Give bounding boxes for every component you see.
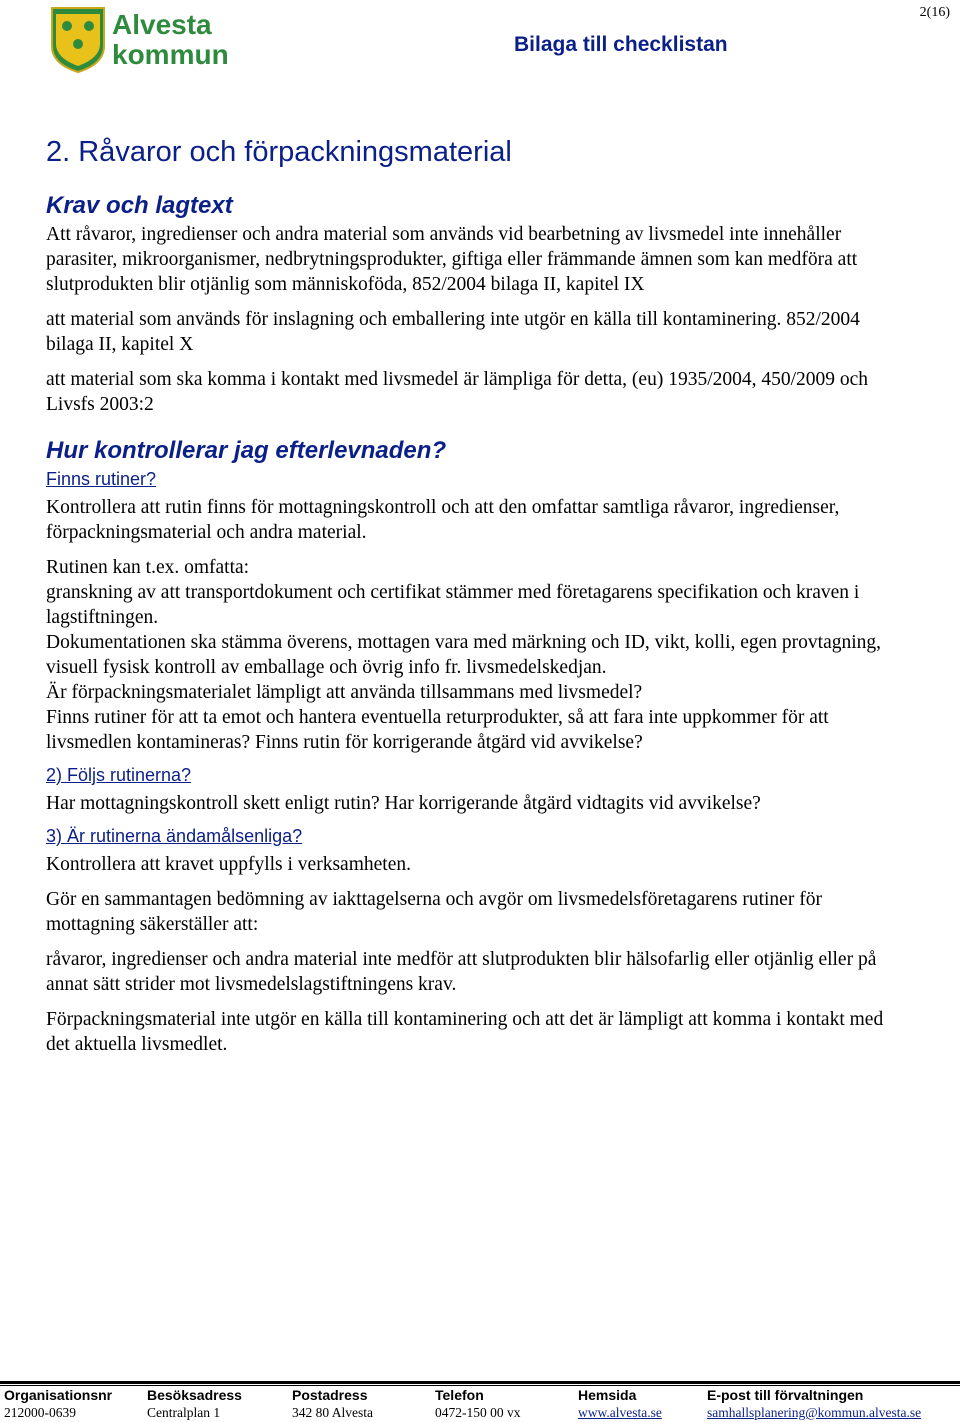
main-content (46, 132, 906, 1057)
footer-label: Hemsida (578, 1387, 637, 1403)
footer-label: E-post till förvaltningen (707, 1387, 864, 1403)
page-number: 2(16) (919, 5, 950, 20)
body-paragraph: Kontrollera att kravet uppfylls i verksamheten. (46, 854, 411, 875)
body-paragraph: Har mottagningskontroll skett enligt rutin? Har korrigerande åtgärd vidtagits vid avvikelse? (46, 793, 761, 814)
body-paragraph: Är förpackningsmaterialet lämpligt att använda tillsammans med livsmedel? (46, 682, 643, 703)
alvesta-kommun-logo (48, 6, 232, 76)
requirements-heading: Krav och lagtext (46, 192, 233, 219)
footer-value: 212000-0639 (4, 1405, 76, 1420)
footer-org-number (4, 1386, 112, 1421)
footer-divider (0, 1381, 960, 1384)
subheading-routines-exist: Finns rutiner? (46, 469, 157, 489)
footer-label: Organisationsnr (4, 1387, 113, 1403)
document-title: Bilaga till checklistan (514, 33, 728, 56)
footer-label: Postadress (292, 1387, 368, 1403)
body-paragraph: granskning av att transportdokument och certifikat stämmer med företagarens specifikation och kraven i lagstiftningen. (46, 582, 860, 628)
footer-postal-address (292, 1386, 373, 1421)
website-link[interactable]: www.alvesta.se (578, 1405, 662, 1420)
body-paragraph: Rutinen kan t.ex. omfatta: (46, 557, 250, 578)
body-paragraph: Dokumentationen ska stämma överens, mottagen vara med märkning och ID, vikt, kolli, egen provtagning, visuell fysisk kontroll av emballage och övrig info fr. livsmedelskedjan. (46, 632, 882, 678)
footer-email (707, 1386, 921, 1421)
body-paragraph: Kontrollera att rutin finns för mottagningskontroll och att den omfattar samtliga råvaror, ingredienser, förpackningsmaterial och andra material. (46, 497, 840, 543)
compliance-heading: Hur kontrollerar jag efterlevnaden? (46, 437, 447, 464)
footer-website (578, 1386, 662, 1421)
logo-text-kommun: kommun (112, 39, 229, 70)
requirement-paragraph: att material som ska komma i kontakt med livsmedel är lämpliga för detta, (eu) 1935/2004, 450/2009 och Livsfs 2003:2 (46, 369, 869, 415)
footer-value: 342 80 Alvesta (292, 1405, 373, 1420)
logo-text-alvesta: Alvesta (112, 9, 212, 40)
requirement-paragraph: Att råvaror, ingredienser och andra material som används vid bearbetning av livsmedel inte innehåller parasiter, mikroorganismer, nedbrytningsprodukter, giftiga eller främmande ämnen som kan medföra att slutprodukten blir otjänlig som människoföda, 852/2004 bilaga II, kapitel IX (46, 224, 858, 295)
body-paragraph: råvaror, ingredienser och andra material inte medför att slutprodukten blir hälsofarlig eller otjänlig eller på annat sätt strider mot livsmedelslagstiftningens krav. (46, 949, 877, 995)
email-link[interactable]: samhallsplanering@kommun.alvesta.se (707, 1405, 922, 1420)
footer-visiting-address (147, 1386, 242, 1421)
footer-value: Centralplan 1 (147, 1405, 221, 1420)
footer-label: Telefon (435, 1387, 484, 1403)
footer (0, 1386, 960, 1422)
subheading-routines-followed: 2) Följs rutinerna? (46, 765, 192, 785)
section-heading: 2. Råvaror och förpackningsmaterial (46, 136, 512, 168)
requirement-paragraph: att material som används för inslagning och emballering inte utgör en källa till kontaminering. 852/2004 bilaga II, kapitel X (46, 309, 860, 355)
footer-phone (435, 1386, 521, 1421)
body-paragraph: Finns rutiner för att ta emot och hantera eventuella returprodukter, så att fara inte uppkommer för att livsmedlen kontamineras? Finns rutin för korrigerande åtgärd vid avvikelse? (46, 707, 829, 753)
body-paragraph: Förpackningsmaterial inte utgör en källa till kontaminering och att det är lämpligt att komma i kontakt med det aktuella livsmedlet. (46, 1009, 884, 1055)
footer-value: 0472-150 00 vx (435, 1405, 521, 1420)
body-paragraph: Gör en sammantagen bedömning av iakttagelserna och avgör om livsmedelsföretagarens rutiner för mottagning säkerställer att: (46, 889, 822, 935)
footer-label: Besöksadress (147, 1387, 242, 1403)
coat-of-arms-icon (48, 6, 232, 76)
subheading-routines-appropriate: 3) Är rutinerna ändamålsenliga? (46, 826, 303, 846)
